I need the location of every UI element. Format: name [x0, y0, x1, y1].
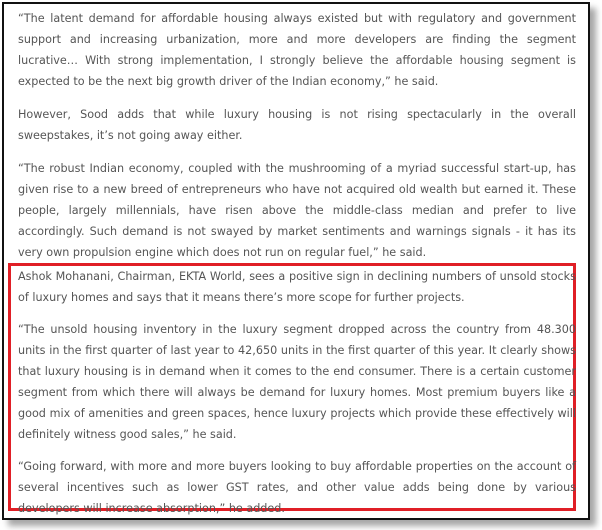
paragraph-going-forward-quote: “Going forward, with more and more buyers looking to buy affordable properties on the account of several incentives such as lower GST rates, and other value adds being done by various developers will increase absorption,” he added. [18, 460, 576, 515]
paragraph-ashok-mohanani: Ashok Mohanani, Chairman, EKTA World, sees a positive sign in declining numbers of unsold stocks of luxury homes and says that it means there’s more scope for further projects. [18, 270, 576, 304]
article-screenshot-frame [2, 2, 590, 520]
paragraph-unsold-inventory-quote: “The unsold housing inventory in the luxury segment dropped across the country from 48.300 units in the first quarter of last year to 42,650 units in the first quarter of this year. It clearly shows that luxury housing is in demand when it comes to the end consumer. There is a certain customer segment from which there will always be demand for luxury homes. Most premium buyers like a good mix of amenities and green spaces, hence luxury projects which provide these effectively will definitely witness good sales,” he said. [18, 323, 576, 441]
paragraph-robust-economy-quote: “The robust Indian economy, coupled with the mushrooming of a myriad successful start-up, has given rise to a new breed of entrepreneurs who have not acquired old wealth but earned it. These people, largely millennials, have risen above the middle-class median and prefer to live accordingly. Such demand is not swayed by market sentiments and warnings signals - it has its very own propulsion engine which does not run on regular fuel,” he said. [18, 162, 576, 259]
paragraph-sood-luxury-housing: However, Sood adds that while luxury housing is not rising spectacularly in the overall sweepstakes, it’s not going away either. [18, 108, 576, 142]
paragraph-affordable-housing-quote: “The latent demand for affordable housing always existed but with regulatory and government support and increasing urbanization, more and more developers are finding the segment lucrative… With strong implementation, I strongly believe the affordable housing segment is expected to be the next big growth driver of the Indian economy,” he said. [18, 12, 576, 88]
